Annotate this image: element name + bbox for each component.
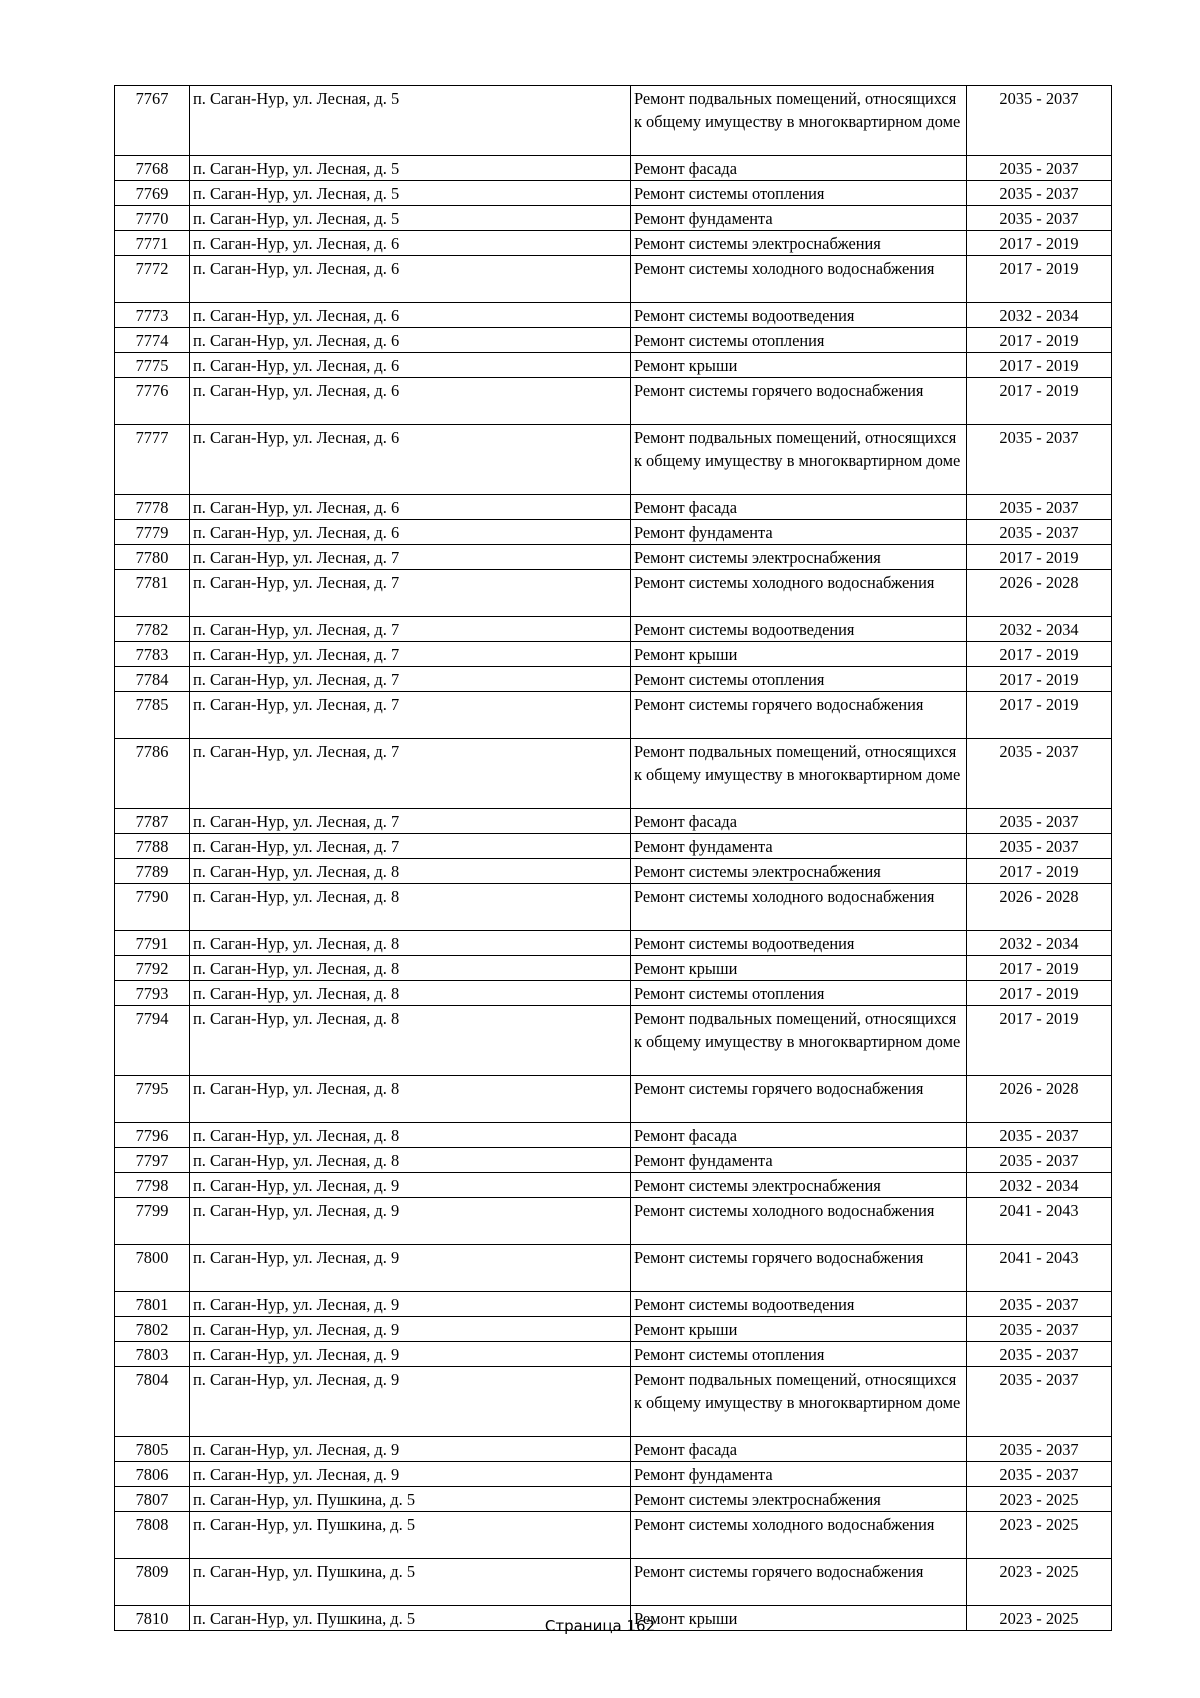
row-number: 7787 bbox=[115, 809, 190, 834]
address-cell: п. Саган-Нур, ул. Лесная, д. 6 bbox=[190, 231, 631, 256]
address-cell: п. Саган-Нур, ул. Лесная, д. 8 bbox=[190, 1076, 631, 1123]
row-number: 7802 bbox=[115, 1317, 190, 1342]
work-type-cell: Ремонт подвальных помещений, относящихся к общему имуществу в многоквартирном доме bbox=[631, 1367, 967, 1437]
address-cell: п. Саган-Нур, ул. Лесная, д. 9 bbox=[190, 1198, 631, 1245]
table-row bbox=[115, 545, 1112, 570]
address-cell: п. Саган-Нур, ул. Лесная, д. 6 bbox=[190, 303, 631, 328]
address-cell: п. Саган-Нур, ул. Лесная, д. 8 bbox=[190, 884, 631, 931]
table-row bbox=[115, 1076, 1112, 1123]
years-cell: 2023 - 2025 bbox=[967, 1512, 1112, 1559]
years-cell: 2017 - 2019 bbox=[967, 256, 1112, 303]
work-type-cell: Ремонт системы горячего водоснабжения bbox=[631, 1559, 967, 1606]
work-type-cell: Ремонт системы электроснабжения bbox=[631, 1487, 967, 1512]
row-number: 7772 bbox=[115, 256, 190, 303]
years-cell: 2017 - 2019 bbox=[967, 642, 1112, 667]
years-cell: 2023 - 2025 bbox=[967, 1606, 1112, 1631]
table-row bbox=[115, 956, 1112, 981]
address-cell: п. Саган-Нур, ул. Лесная, д. 9 bbox=[190, 1245, 631, 1292]
years-cell: 2017 - 2019 bbox=[967, 353, 1112, 378]
row-number: 7777 bbox=[115, 425, 190, 495]
table-row bbox=[115, 692, 1112, 739]
years-cell: 2026 - 2028 bbox=[967, 570, 1112, 617]
row-number: 7789 bbox=[115, 859, 190, 884]
address-cell: п. Саган-Нур, ул. Лесная, д. 6 bbox=[190, 353, 631, 378]
address-cell: п. Саган-Нур, ул. Лесная, д. 7 bbox=[190, 642, 631, 667]
row-number: 7806 bbox=[115, 1462, 190, 1487]
work-type-cell: Ремонт системы водоотведения bbox=[631, 1292, 967, 1317]
address-cell: п. Саган-Нур, ул. Лесная, д. 5 bbox=[190, 181, 631, 206]
address-cell: п. Саган-Нур, ул. Лесная, д. 8 bbox=[190, 956, 631, 981]
table-row bbox=[115, 642, 1112, 667]
table-row bbox=[115, 1292, 1112, 1317]
work-type-cell: Ремонт подвальных помещений, относящихся к общему имуществу в многоквартирном доме bbox=[631, 739, 967, 809]
table-row bbox=[115, 181, 1112, 206]
row-number: 7807 bbox=[115, 1487, 190, 1512]
years-cell: 2035 - 2037 bbox=[967, 520, 1112, 545]
address-cell: п. Саган-Нур, ул. Лесная, д. 9 bbox=[190, 1342, 631, 1367]
table-row bbox=[115, 667, 1112, 692]
row-number: 7775 bbox=[115, 353, 190, 378]
work-type-cell: Ремонт системы горячего водоснабжения bbox=[631, 1245, 967, 1292]
years-cell: 2017 - 2019 bbox=[967, 545, 1112, 570]
address-cell: п. Саган-Нур, ул. Лесная, д. 6 bbox=[190, 495, 631, 520]
row-number: 7795 bbox=[115, 1076, 190, 1123]
years-cell: 2017 - 2019 bbox=[967, 667, 1112, 692]
address-cell: п. Саган-Нур, ул. Лесная, д. 6 bbox=[190, 328, 631, 353]
table-row bbox=[115, 1462, 1112, 1487]
years-cell: 2035 - 2037 bbox=[967, 495, 1112, 520]
address-cell: п. Саган-Нур, ул. Лесная, д. 7 bbox=[190, 545, 631, 570]
table-row bbox=[115, 1317, 1112, 1342]
work-type-cell: Ремонт системы холодного водоснабжения bbox=[631, 884, 967, 931]
address-cell: п. Саган-Нур, ул. Лесная, д. 7 bbox=[190, 617, 631, 642]
address-cell: п. Саган-Нур, ул. Лесная, д. 8 bbox=[190, 1148, 631, 1173]
work-type-cell: Ремонт системы отопления bbox=[631, 181, 967, 206]
address-cell: п. Саган-Нур, ул. Лесная, д. 8 bbox=[190, 1006, 631, 1076]
address-cell: п. Саган-Нур, ул. Лесная, д. 9 bbox=[190, 1173, 631, 1198]
work-type-cell: Ремонт фасада bbox=[631, 1437, 967, 1462]
table-row bbox=[115, 1559, 1112, 1606]
table-row bbox=[115, 520, 1112, 545]
years-cell: 2023 - 2025 bbox=[967, 1559, 1112, 1606]
years-cell: 2032 - 2034 bbox=[967, 1173, 1112, 1198]
table-row bbox=[115, 617, 1112, 642]
work-type-cell: Ремонт фасада bbox=[631, 809, 967, 834]
table-row bbox=[115, 931, 1112, 956]
work-type-cell: Ремонт подвальных помещений, относящихся к общему имуществу в многоквартирном доме bbox=[631, 425, 967, 495]
years-cell: 2023 - 2025 bbox=[967, 1487, 1112, 1512]
address-cell: п. Саган-Нур, ул. Лесная, д. 7 bbox=[190, 692, 631, 739]
work-type-cell: Ремонт системы отопления bbox=[631, 981, 967, 1006]
row-number: 7776 bbox=[115, 378, 190, 425]
row-number: 7781 bbox=[115, 570, 190, 617]
row-number: 7796 bbox=[115, 1123, 190, 1148]
address-cell: п. Саган-Нур, ул. Лесная, д. 8 bbox=[190, 859, 631, 884]
work-type-cell: Ремонт системы холодного водоснабжения bbox=[631, 570, 967, 617]
row-number: 7810 bbox=[115, 1606, 190, 1631]
work-type-cell: Ремонт системы отопления bbox=[631, 667, 967, 692]
work-type-cell: Ремонт системы водоотведения bbox=[631, 617, 967, 642]
row-number: 7797 bbox=[115, 1148, 190, 1173]
work-type-cell: Ремонт системы электроснабжения bbox=[631, 859, 967, 884]
years-cell: 2017 - 2019 bbox=[967, 692, 1112, 739]
table-row bbox=[115, 156, 1112, 181]
table-row bbox=[115, 328, 1112, 353]
row-number: 7784 bbox=[115, 667, 190, 692]
work-type-cell: Ремонт системы горячего водоснабжения bbox=[631, 692, 967, 739]
years-cell: 2035 - 2037 bbox=[967, 156, 1112, 181]
row-number: 7771 bbox=[115, 231, 190, 256]
table-row bbox=[115, 86, 1112, 156]
row-number: 7790 bbox=[115, 884, 190, 931]
table-row bbox=[115, 1342, 1112, 1367]
work-type-cell: Ремонт крыши bbox=[631, 353, 967, 378]
work-type-cell: Ремонт системы отопления bbox=[631, 328, 967, 353]
row-number: 7768 bbox=[115, 156, 190, 181]
table-body bbox=[115, 86, 1112, 1631]
table-row bbox=[115, 206, 1112, 231]
work-type-cell: Ремонт системы холодного водоснабжения bbox=[631, 1198, 967, 1245]
address-cell: п. Саган-Нур, ул. Лесная, д. 7 bbox=[190, 667, 631, 692]
table-row bbox=[115, 256, 1112, 303]
years-cell: 2035 - 2037 bbox=[967, 1292, 1112, 1317]
address-cell: п. Саган-Нур, ул. Лесная, д. 9 bbox=[190, 1367, 631, 1437]
work-type-cell: Ремонт фундамента bbox=[631, 206, 967, 231]
years-cell: 2035 - 2037 bbox=[967, 1123, 1112, 1148]
address-cell: п. Саган-Нур, ул. Лесная, д. 9 bbox=[190, 1317, 631, 1342]
row-number: 7778 bbox=[115, 495, 190, 520]
repair-schedule-table bbox=[114, 85, 1112, 1631]
work-type-cell: Ремонт системы горячего водоснабжения bbox=[631, 1076, 967, 1123]
address-cell: п. Саган-Нур, ул. Лесная, д. 6 bbox=[190, 425, 631, 495]
address-cell: п. Саган-Нур, ул. Пушкина, д. 5 bbox=[190, 1559, 631, 1606]
row-number: 7794 bbox=[115, 1006, 190, 1076]
years-cell: 2035 - 2037 bbox=[967, 739, 1112, 809]
work-type-cell: Ремонт системы холодного водоснабжения bbox=[631, 1512, 967, 1559]
years-cell: 2032 - 2034 bbox=[967, 617, 1112, 642]
years-cell: 2017 - 2019 bbox=[967, 1006, 1112, 1076]
table-row bbox=[115, 495, 1112, 520]
row-number: 7767 bbox=[115, 86, 190, 156]
row-number: 7793 bbox=[115, 981, 190, 1006]
work-type-cell: Ремонт системы электроснабжения bbox=[631, 231, 967, 256]
years-cell: 2017 - 2019 bbox=[967, 231, 1112, 256]
address-cell: п. Саган-Нур, ул. Лесная, д. 7 bbox=[190, 834, 631, 859]
years-cell: 2035 - 2037 bbox=[967, 1367, 1112, 1437]
address-cell: п. Саган-Нур, ул. Лесная, д. 7 bbox=[190, 570, 631, 617]
table-row bbox=[115, 570, 1112, 617]
address-cell: п. Саган-Нур, ул. Лесная, д. 8 bbox=[190, 931, 631, 956]
years-cell: 2035 - 2037 bbox=[967, 86, 1112, 156]
address-cell: п. Саган-Нур, ул. Пушкина, д. 5 bbox=[190, 1606, 631, 1631]
years-cell: 2035 - 2037 bbox=[967, 1342, 1112, 1367]
table-row bbox=[115, 1173, 1112, 1198]
row-number: 7803 bbox=[115, 1342, 190, 1367]
row-number: 7804 bbox=[115, 1367, 190, 1437]
years-cell: 2017 - 2019 bbox=[967, 956, 1112, 981]
years-cell: 2035 - 2037 bbox=[967, 181, 1112, 206]
page-number: Страница 162 bbox=[544, 1617, 656, 1635]
table-row bbox=[115, 1512, 1112, 1559]
work-type-cell: Ремонт крыши bbox=[631, 1606, 967, 1631]
work-type-cell: Ремонт системы водоотведения bbox=[631, 303, 967, 328]
work-type-cell: Ремонт системы электроснабжения bbox=[631, 545, 967, 570]
years-cell: 2017 - 2019 bbox=[967, 981, 1112, 1006]
work-type-cell: Ремонт крыши bbox=[631, 642, 967, 667]
table-row bbox=[115, 739, 1112, 809]
row-number: 7791 bbox=[115, 931, 190, 956]
table-row bbox=[115, 1198, 1112, 1245]
address-cell: п. Саган-Нур, ул. Лесная, д. 6 bbox=[190, 520, 631, 545]
row-number: 7809 bbox=[115, 1559, 190, 1606]
row-number: 7779 bbox=[115, 520, 190, 545]
row-number: 7774 bbox=[115, 328, 190, 353]
row-number: 7799 bbox=[115, 1198, 190, 1245]
table-row bbox=[115, 1123, 1112, 1148]
years-cell: 2026 - 2028 bbox=[967, 1076, 1112, 1123]
years-cell: 2041 - 2043 bbox=[967, 1245, 1112, 1292]
address-cell: п. Саган-Нур, ул. Пушкина, д. 5 bbox=[190, 1487, 631, 1512]
address-cell: п. Саган-Нур, ул. Лесная, д. 8 bbox=[190, 1123, 631, 1148]
row-number: 7780 bbox=[115, 545, 190, 570]
work-type-cell: Ремонт подвальных помещений, относящихся к общему имуществу в многоквартирном доме bbox=[631, 1006, 967, 1076]
work-type-cell: Ремонт системы электроснабжения bbox=[631, 1173, 967, 1198]
years-cell: 2017 - 2019 bbox=[967, 859, 1112, 884]
address-cell: п. Саган-Нур, ул. Лесная, д. 5 bbox=[190, 206, 631, 231]
years-cell: 2041 - 2043 bbox=[967, 1198, 1112, 1245]
years-cell: 2032 - 2034 bbox=[967, 303, 1112, 328]
table-row bbox=[115, 1245, 1112, 1292]
work-type-cell: Ремонт фундамента bbox=[631, 834, 967, 859]
table-row bbox=[115, 425, 1112, 495]
address-cell: п. Саган-Нур, ул. Пушкина, д. 5 bbox=[190, 1512, 631, 1559]
table-row bbox=[115, 1367, 1112, 1437]
row-number: 7783 bbox=[115, 642, 190, 667]
address-cell: п. Саган-Нур, ул. Лесная, д. 7 bbox=[190, 809, 631, 834]
row-number: 7785 bbox=[115, 692, 190, 739]
table-row bbox=[115, 1437, 1112, 1462]
work-type-cell: Ремонт фундамента bbox=[631, 1462, 967, 1487]
work-type-cell: Ремонт системы отопления bbox=[631, 1342, 967, 1367]
years-cell: 2035 - 2037 bbox=[967, 206, 1112, 231]
table-row bbox=[115, 1487, 1112, 1512]
row-number: 7782 bbox=[115, 617, 190, 642]
row-number: 7770 bbox=[115, 206, 190, 231]
address-cell: п. Саган-Нур, ул. Лесная, д. 6 bbox=[190, 378, 631, 425]
years-cell: 2035 - 2037 bbox=[967, 1317, 1112, 1342]
row-number: 7786 bbox=[115, 739, 190, 809]
address-cell: п. Саган-Нур, ул. Лесная, д. 5 bbox=[190, 86, 631, 156]
address-cell: п. Саган-Нур, ул. Лесная, д. 9 bbox=[190, 1292, 631, 1317]
row-number: 7808 bbox=[115, 1512, 190, 1559]
years-cell: 2035 - 2037 bbox=[967, 1462, 1112, 1487]
address-cell: п. Саган-Нур, ул. Лесная, д. 6 bbox=[190, 256, 631, 303]
years-cell: 2035 - 2037 bbox=[967, 834, 1112, 859]
row-number: 7798 bbox=[115, 1173, 190, 1198]
years-cell: 2035 - 2037 bbox=[967, 1437, 1112, 1462]
table-row bbox=[115, 231, 1112, 256]
table-row bbox=[115, 1006, 1112, 1076]
address-cell: п. Саган-Нур, ул. Лесная, д. 9 bbox=[190, 1437, 631, 1462]
table-row bbox=[115, 303, 1112, 328]
row-number: 7769 bbox=[115, 181, 190, 206]
row-number: 7805 bbox=[115, 1437, 190, 1462]
row-number: 7773 bbox=[115, 303, 190, 328]
row-number: 7800 bbox=[115, 1245, 190, 1292]
work-type-cell: Ремонт подвальных помещений, относящихся к общему имуществу в многоквартирном доме bbox=[631, 86, 967, 156]
years-cell: 2026 - 2028 bbox=[967, 884, 1112, 931]
years-cell: 2017 - 2019 bbox=[967, 378, 1112, 425]
years-cell: 2035 - 2037 bbox=[967, 809, 1112, 834]
table-row bbox=[115, 1148, 1112, 1173]
work-type-cell: Ремонт системы горячего водоснабжения bbox=[631, 378, 967, 425]
table-row bbox=[115, 859, 1112, 884]
work-type-cell: Ремонт крыши bbox=[631, 1317, 967, 1342]
address-cell: п. Саган-Нур, ул. Лесная, д. 8 bbox=[190, 981, 631, 1006]
work-type-cell: Ремонт фундамента bbox=[631, 1148, 967, 1173]
table-row bbox=[115, 981, 1112, 1006]
years-cell: 2035 - 2037 bbox=[967, 425, 1112, 495]
work-type-cell: Ремонт фасада bbox=[631, 156, 967, 181]
work-type-cell: Ремонт фундамента bbox=[631, 520, 967, 545]
work-type-cell: Ремонт крыши bbox=[631, 956, 967, 981]
table-row bbox=[115, 834, 1112, 859]
row-number: 7788 bbox=[115, 834, 190, 859]
row-number: 7792 bbox=[115, 956, 190, 981]
table-row bbox=[115, 378, 1112, 425]
address-cell: п. Саган-Нур, ул. Лесная, д. 7 bbox=[190, 739, 631, 809]
address-cell: п. Саган-Нур, ул. Лесная, д. 9 bbox=[190, 1462, 631, 1487]
years-cell: 2035 - 2037 bbox=[967, 1148, 1112, 1173]
years-cell: 2032 - 2034 bbox=[967, 931, 1112, 956]
table-row bbox=[115, 809, 1112, 834]
row-number: 7801 bbox=[115, 1292, 190, 1317]
table-row bbox=[115, 353, 1112, 378]
work-type-cell: Ремонт фасада bbox=[631, 1123, 967, 1148]
address-cell: п. Саган-Нур, ул. Лесная, д. 5 bbox=[190, 156, 631, 181]
work-type-cell: Ремонт фасада bbox=[631, 495, 967, 520]
work-type-cell: Ремонт системы водоотведения bbox=[631, 931, 967, 956]
work-type-cell: Ремонт системы холодного водоснабжения bbox=[631, 256, 967, 303]
years-cell: 2017 - 2019 bbox=[967, 328, 1112, 353]
table-row bbox=[115, 884, 1112, 931]
